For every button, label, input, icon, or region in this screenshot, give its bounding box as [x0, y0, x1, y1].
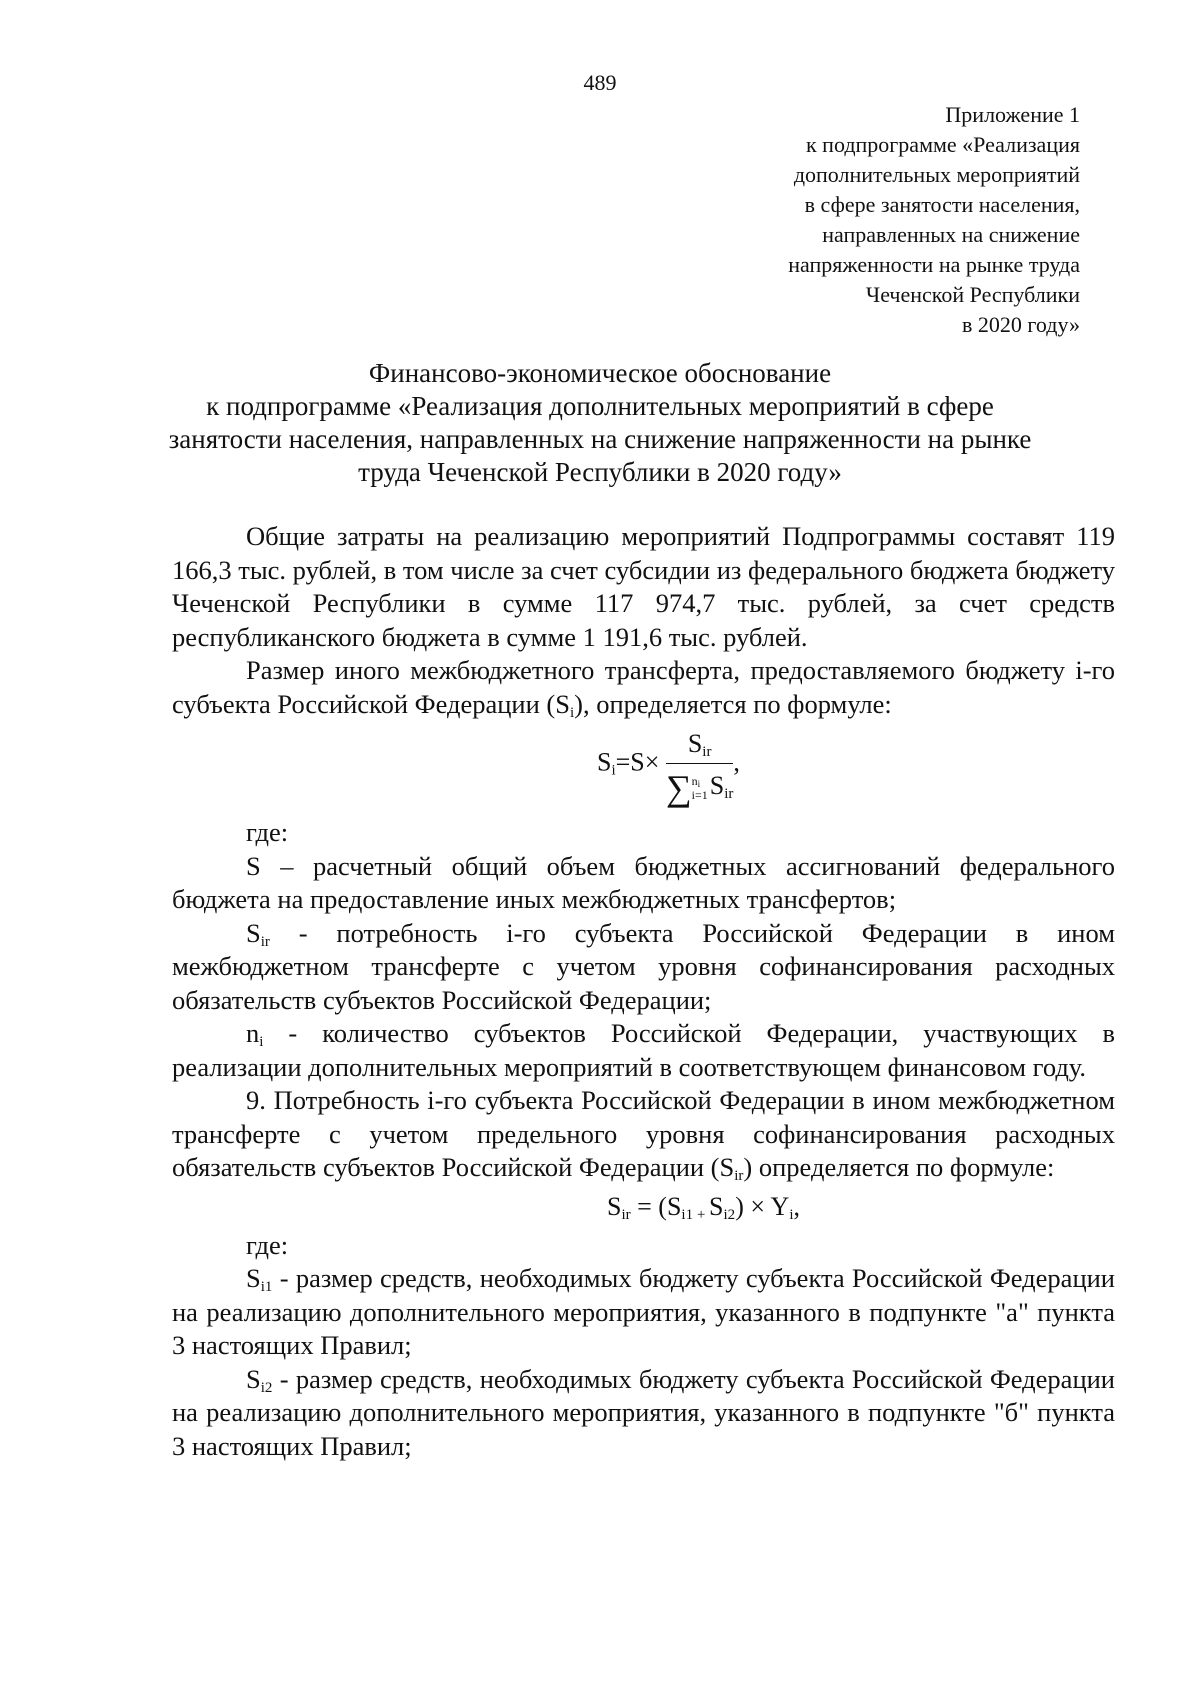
document-body — [172, 520, 1115, 1463]
paragraph-transfer-size: Размер иного межбюджетного трансферта, предоставляемого бюджету i-го субъекта Российской Федерации $(S_i)$, определяется по формуле: — [172, 655, 1115, 721]
formula-si: $S_i=S\times$ $S_{ir}$ $\sum n_i$ $i=1S_{ir}$ , — [597, 729, 740, 808]
appendix-line: дополнительных мероприятий — [793, 162, 1080, 187]
appendix-line: направленных на снижение — [822, 222, 1080, 247]
appendix-line: к подпрограмме «Реализация — [805, 132, 1080, 157]
paragraph-total-costs: Общие затраты на реализацию мероприятий Подпрограммы составят 119 166,3 тыс. рублей, в том числе за счет субсидии из федерального бюджета бюджету Чеченской Республики в сумме 117 974,7 тыс. рублей, за счет средств республиканского бюджета в сумме 1 191,6 тыс. рублей. — [172, 521, 1115, 652]
formula-sir: $S_{ir} = (S_{i1 +}$ $S_{i2}) \times Y_i$, — [606, 1191, 800, 1223]
title-line: к подпрограмме «Реализация дополнительных мероприятий в сфере — [206, 391, 994, 421]
paragraph-9: 9. Потребность i-го субъекта Российской Федерации в ином межбюджетном трансферте с учетом предельного уровня софинансирования расходных обязательств субъектов Российской Федерации $(S_{ir})$ определяется по формуле: — [172, 1085, 1115, 1184]
title-line: труда Чеченской Республики в 2020 году» — [358, 457, 842, 487]
where-label: где: — [246, 817, 289, 847]
title-line: занятости населения, направленных на снижение напряженности на рынке — [168, 424, 1032, 454]
appendix-line: в сфере занятости населения, — [804, 192, 1080, 217]
definition-si1: $S_{i1}$ - размер средств, необходимых бюджету субъекта Российской Федерации на реализацию дополнительного мероприятия, указанного в подпункте "а" пункта 3 настоящих Правил; — [172, 1263, 1115, 1360]
definition-s: S – расчетный общий объем бюджетных ассигнований федерального бюджета на предоставление иных межбюджетных трансфертов; — [172, 850, 1115, 914]
where-label: где: — [246, 1229, 289, 1260]
appendix-line: Приложение 1 — [945, 102, 1080, 127]
appendix-line: напряженности на рынке труда — [788, 252, 1080, 277]
definition-ni: $n_i$ - количество субъектов Российской Федерации, участвующих в реализации дополнительных мероприятий в соответствующем финансовом году. — [172, 1018, 1115, 1082]
title-line: Финансово-экономическое обоснование — [368, 358, 832, 388]
document-title — [150, 357, 1050, 489]
definition-si2: $S_{i2}$ - размер средств, необходимых бюджету субъекта Российской Федерации на реализацию дополнительного мероприятия, указанного в подпункте "б" пункта 3 настоящих Правил; — [172, 1363, 1115, 1461]
appendix-line: Чеченской Республики — [865, 282, 1080, 307]
definition-sir: $S_{ir}$ - потребность i-го субъекта Российской Федерации в ином межбюджетном трансферте с учетом уровня софинансирования расходных обязательств субъектов Российской Федерации; — [172, 917, 1115, 1015]
formula-fraction: $S_{ir}$ $\sum n_i$ $i=1S_{ir}$ — [665, 729, 734, 808]
sum-symbol: ∑ — [665, 767, 692, 808]
appendix-line: в 2020 году» — [962, 312, 1080, 337]
page-number: 489 — [583, 70, 617, 95]
appendix-header — [520, 100, 1080, 340]
